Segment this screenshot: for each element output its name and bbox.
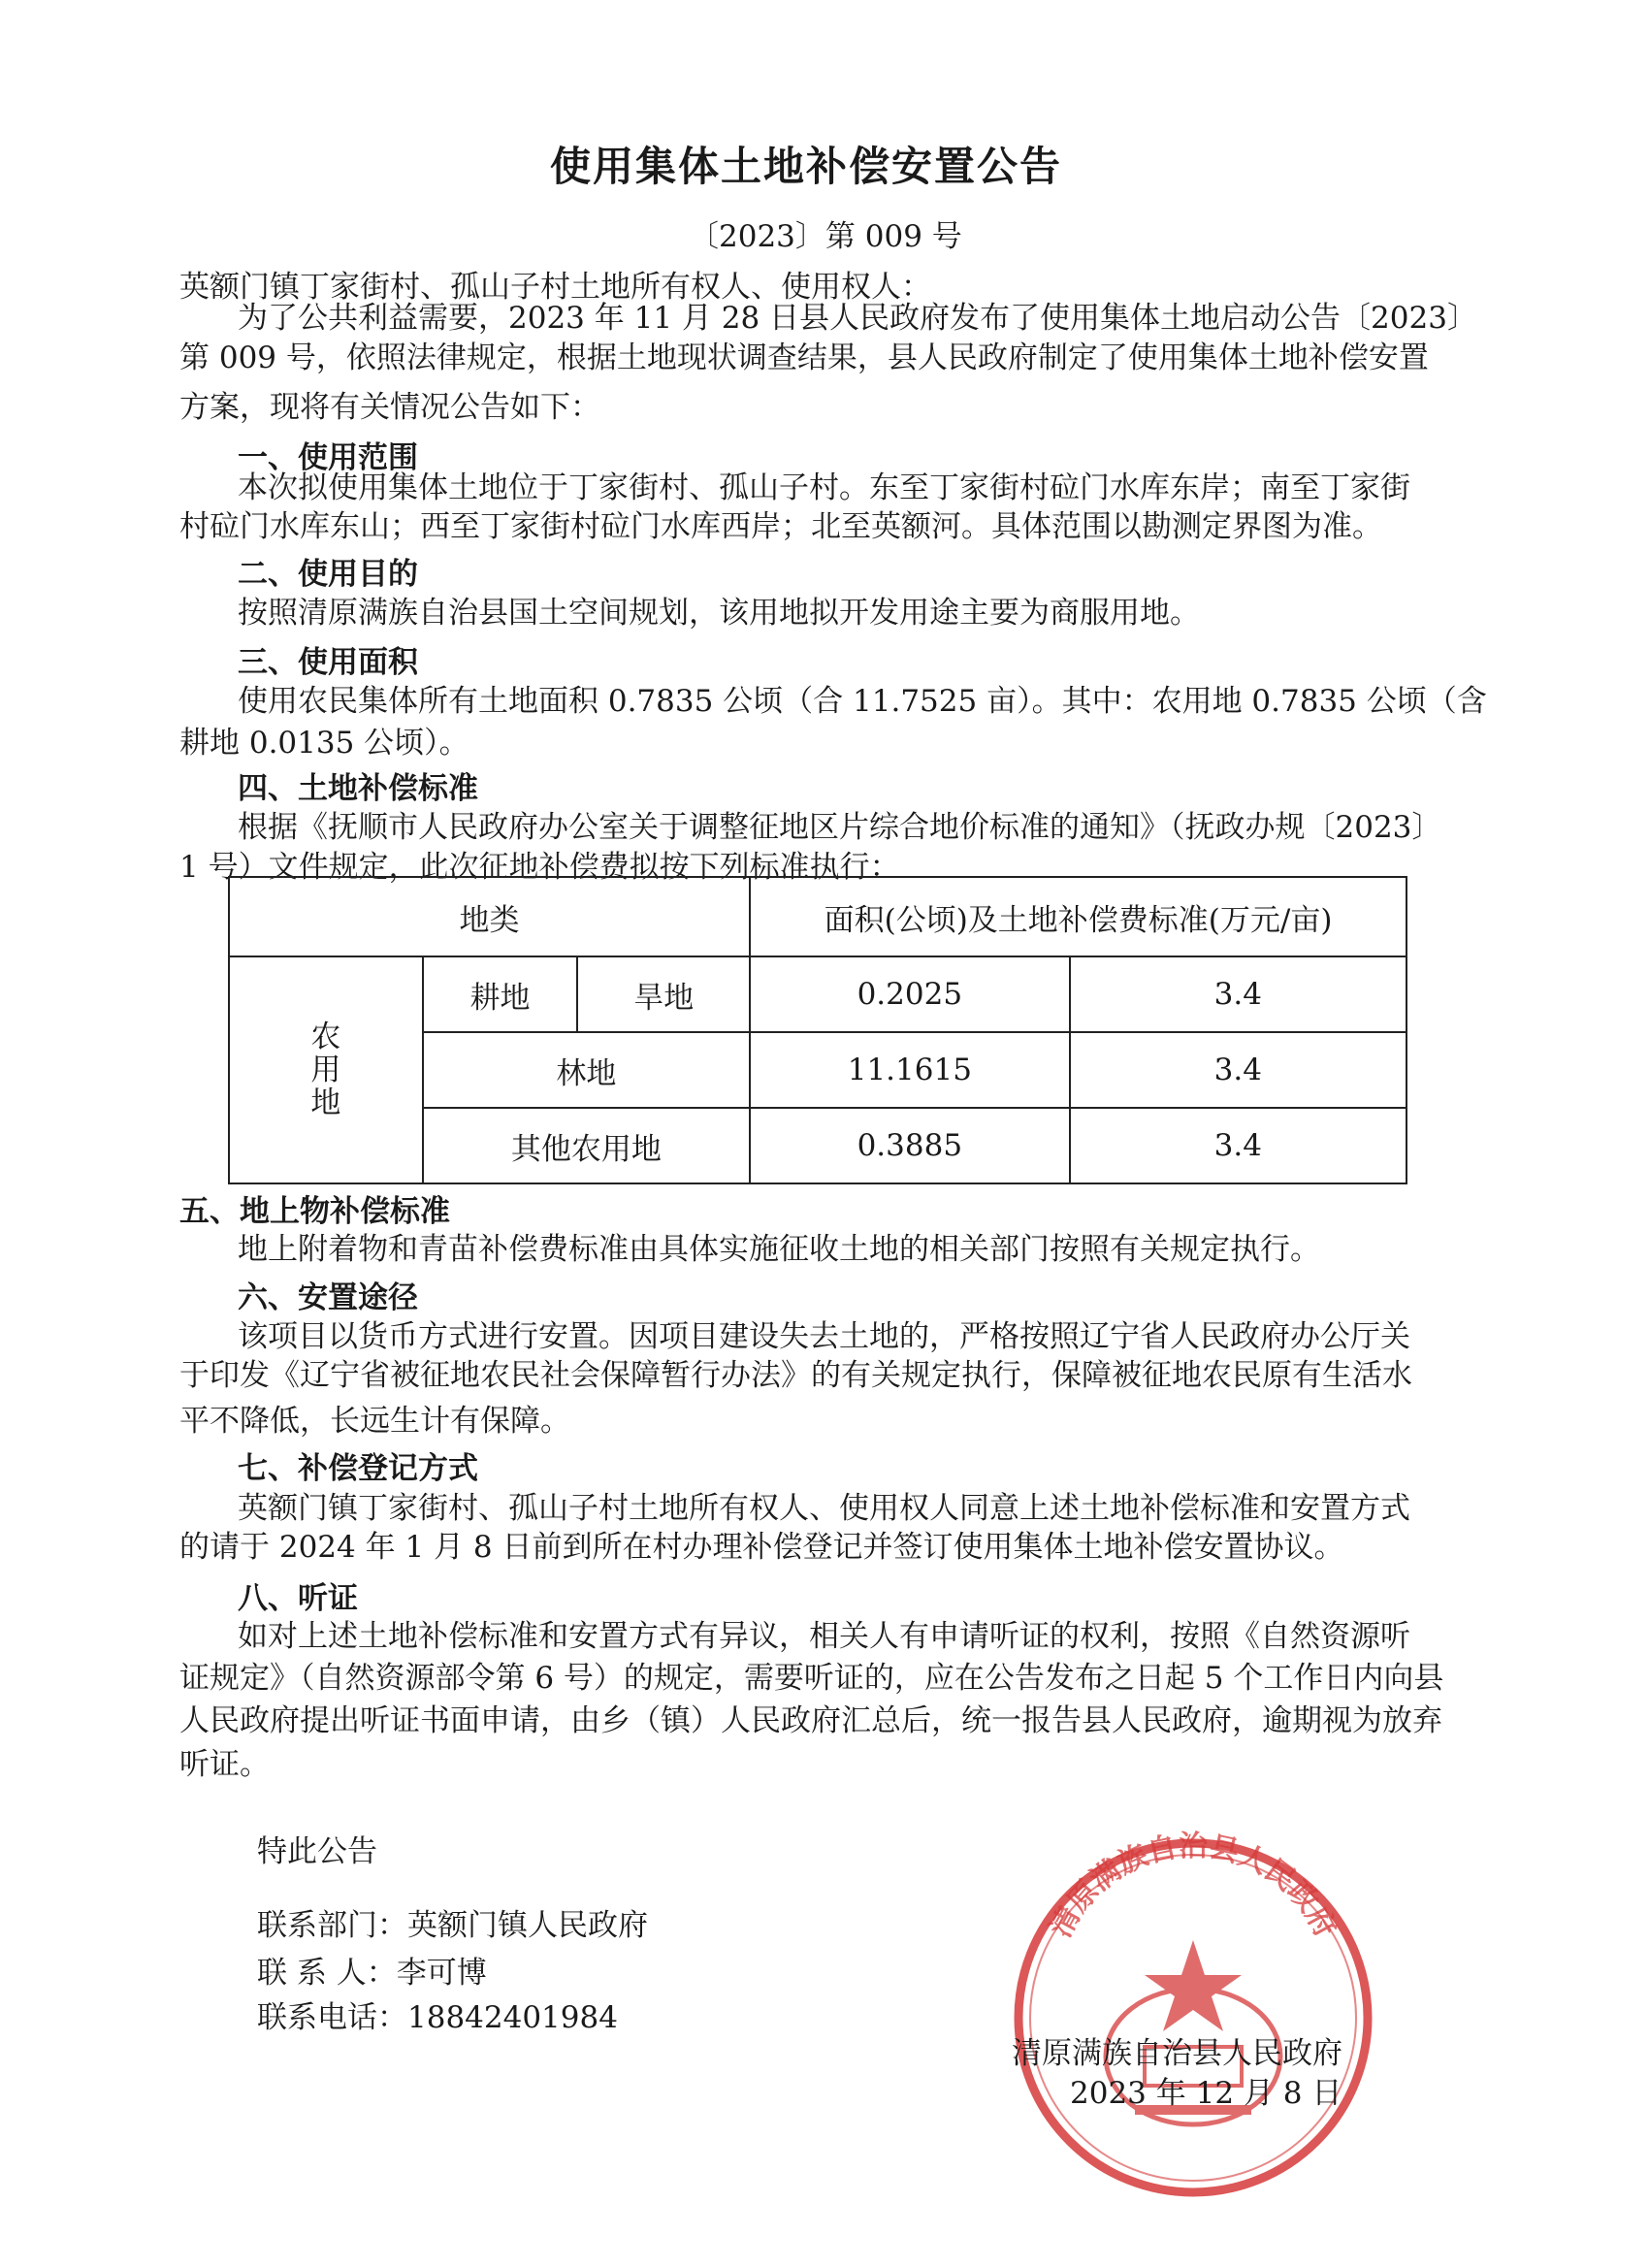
section-line: 于印发《辽宁省被征地农民社会保障暂行办法》的有关规定执行，保障被征地农民原有生活水 xyxy=(179,1358,1412,1393)
group-agri-land: 农 用 地 xyxy=(229,956,423,1183)
contact-person: 联 系 人：李可博 xyxy=(257,1956,487,1991)
section-line: 英额门镇丁家街村、孤山子村土地所有权人、使用权人同意上述土地补偿标准和安置方式 xyxy=(238,1491,1410,1526)
cell-area: 11.1615 xyxy=(750,1032,1070,1108)
section-heading: 八、听证 xyxy=(238,1581,358,1616)
cell-dry-land: 旱地 xyxy=(577,956,750,1032)
section-line: 的请于 2024 年 1 月 8 日前到所在村办理补偿登记并签订使用集体土地补偿安置协议。 xyxy=(179,1530,1344,1565)
section-line: 根据《抚顺市人民政府办公室关于调整征地区片综合地价标准的通知》（抚政办规〔2023〕 xyxy=(238,810,1442,845)
header-land-type: 地类 xyxy=(229,877,750,956)
section-heading: 七、补偿登记方式 xyxy=(238,1451,478,1486)
section-line: 按照清原满族自治县国土空间规划，该用地拟开发用途主要为商服用地。 xyxy=(238,596,1200,631)
table-row xyxy=(229,956,1406,1032)
contact-dept: 联系部门：英额门镇人民政府 xyxy=(257,1908,648,1943)
intro-line: 为了公共利益需要，2023 年 11 月 28 日县人民政府发布了使用集体土地启动公告〔2023〕 xyxy=(238,301,1477,336)
cell-forest: 林地 xyxy=(423,1032,750,1108)
document-number: 〔2023〕第 009 号 xyxy=(689,219,962,254)
signature-org: 清原满族自治县人民政府 xyxy=(1012,2036,1342,2071)
section-heading: 一、使用范围 xyxy=(238,440,418,475)
section-line: 平不降低，长远生计有保障。 xyxy=(179,1404,570,1439)
section-line: 本次拟使用集体土地位于丁家街村、孤山子村。东至丁家街村砬门水库东岸；南至丁家街 xyxy=(238,470,1410,505)
cell-area: 0.3885 xyxy=(750,1108,1070,1183)
section-line: 使用农民集体所有土地面积 0.7835 公顷（合 11.7525 亩）。其中：农用地 0.7835 公顷（含 xyxy=(238,684,1487,719)
header-standard: 面积(公顷)及土地补偿费标准(万元/亩) xyxy=(750,877,1406,956)
section-heading: 六、安置途径 xyxy=(238,1280,418,1315)
section-heading: 五、地上物补偿标准 xyxy=(179,1194,450,1229)
compensation-table xyxy=(228,876,1407,1184)
section-line: 1 号）文件规定，此次征地补偿费拟按下列标准执行： xyxy=(179,850,900,885)
cell-other-agri: 其他农用地 xyxy=(423,1108,750,1183)
section-line: 证规定》（自然资源部令第 6 号）的规定，需要听证的，应在公告发布之日起 5 个工作日内向县 xyxy=(179,1661,1444,1696)
section-heading: 二、使用目的 xyxy=(238,557,418,592)
section-line: 如对上述土地补偿标准和安置方式有异议，相关人有申请听证的权利，按照《自然资源听 xyxy=(238,1619,1410,1654)
official-seal-icon xyxy=(999,1824,1387,2212)
intro-line: 方案，现将有关情况公告如下： xyxy=(179,390,600,425)
table-row xyxy=(229,877,1406,956)
section-line: 听证。 xyxy=(179,1747,270,1782)
signature-date: 2023 年 12 月 8 日 xyxy=(1070,2076,1342,2111)
greeting: 英额门镇丁家街村、孤山子村土地所有权人、使用权人： xyxy=(179,270,931,305)
svg-text:清原满族自治县人民政府: 清原满族自治县人民政府 xyxy=(1044,1830,1342,1944)
cell-price: 3.4 xyxy=(1070,956,1406,1032)
contact-phone: 联系电话：18842401984 xyxy=(257,2000,618,2035)
cell-area: 0.2025 xyxy=(750,956,1070,1032)
section-line: 该项目以货币方式进行安置。因项目建设失去土地的，严格按照辽宁省人民政府办公厅关 xyxy=(238,1319,1410,1354)
cell-cultivated: 耕地 xyxy=(423,956,578,1032)
closing: 特此公告 xyxy=(257,1834,377,1869)
section-line: 地上附着物和青苗补偿费标准由具体实施征收土地的相关部门按照有关规定执行。 xyxy=(238,1232,1320,1267)
section-heading: 三、使用面积 xyxy=(238,645,418,680)
document-title: 使用集体土地补偿安置公告 xyxy=(550,143,1063,190)
cell-price: 3.4 xyxy=(1070,1032,1406,1108)
section-heading: 四、土地补偿标准 xyxy=(238,771,478,806)
section-line: 村砬门水库东山；西至丁家街村砬门水库西岸；北至英额河。具体范围以勘测定界图为准。 xyxy=(179,509,1382,544)
cell-price: 3.4 xyxy=(1070,1108,1406,1183)
section-line: 人民政府提出听证书面申请，由乡（镇）人民政府汇总后，统一报告县人民政府，逾期视为放弃 xyxy=(179,1703,1442,1738)
section-line: 耕地 0.0135 公顷）。 xyxy=(179,726,469,761)
intro-line: 第 009 号，依照法律规定，根据土地现状调查结果，县人民政府制定了使用集体土地补偿安置 xyxy=(179,340,1429,375)
